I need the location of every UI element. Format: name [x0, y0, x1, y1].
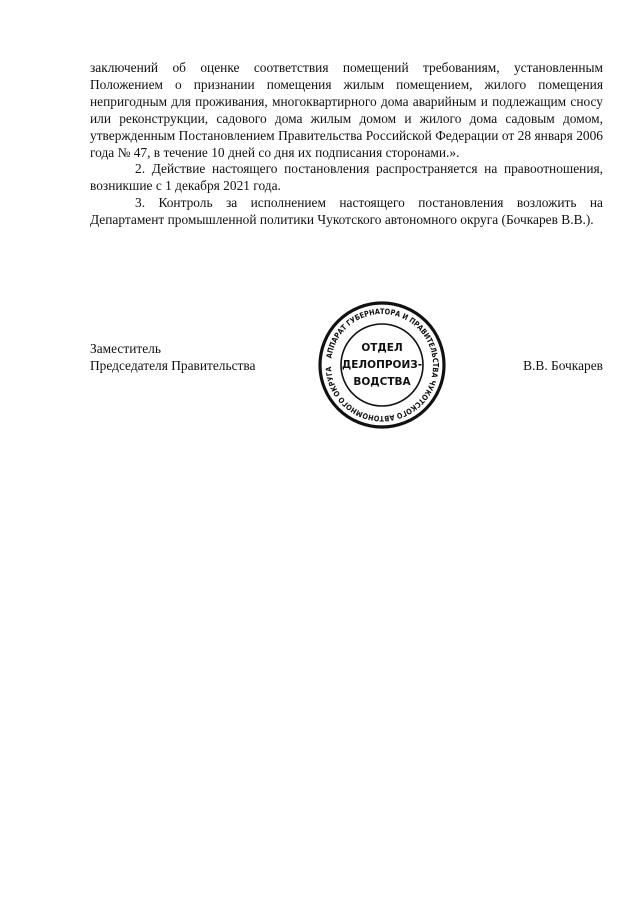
- signatory-name: В.В. Бочкарев: [523, 358, 603, 373]
- stamp-line3: ВОДСТВА: [353, 376, 411, 388]
- signatory-position-line2: Председателя Правительства: [90, 357, 256, 373]
- paragraph-2: 2. Действие настоящего постановления распространяется на правоотношения, возникшие с 1 декабря 2021 года.: [90, 161, 603, 194]
- signatory-position-line1: Заместитель: [90, 341, 161, 356]
- stamp-seal: [318, 301, 446, 429]
- official-stamp: [318, 301, 446, 429]
- paragraph-3: 3. Контроль за исполнением настоящего постановления возложить на Департамент промышленной политики Чукотского автономного округа (Бочкарев В.В.).: [90, 195, 603, 228]
- stamp-line1: ОТДЕЛ: [361, 342, 403, 354]
- paragraph-continuation: заключений об оценке соответствия помещений требованиям, установленным Положением о признании помещения жилым помещением, жилого помещения непригодным для проживания, многоквартирного дома аварийным и подлежащим сносу или реконструкции, садового дома жилым домом и жилого дома садовым домом, утвержденным Постановлением Правительства Российской Федерации от 28 января 2006 года № 47, в течение 10 дней со дня их подписания сторонами.».: [90, 60, 603, 160]
- stamp-outer-text: АППАРАТ ГУБЕРНАТОРА И ПРАВИТЕЛЬСТВА ЧУКОТСКОГО АВТОНОМНОГО ОКРУГА: [323, 306, 441, 424]
- signatory-position: [90, 341, 255, 375]
- stamp-line2: ДЕЛОПРОИЗ-: [341, 359, 423, 371]
- document-body: [90, 60, 603, 229]
